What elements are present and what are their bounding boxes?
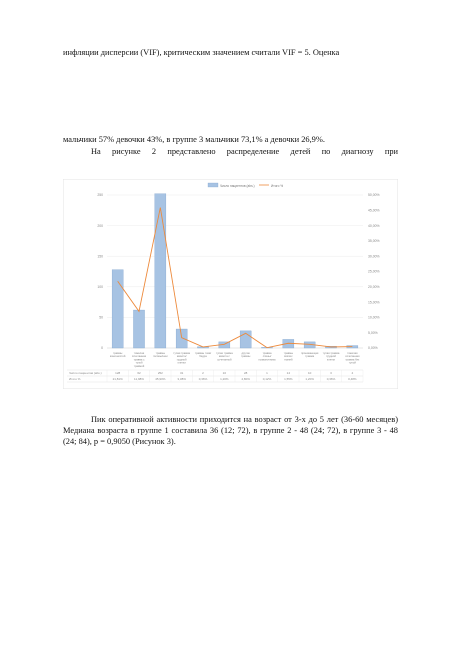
left-axis-tick: 0 (101, 346, 103, 351)
category-label: травмы головы/шеи (152, 352, 168, 359)
table-count-cell: 128 (115, 371, 121, 376)
table-count-cell: 4 (351, 371, 354, 376)
table-percent-cell: 21,81% (112, 377, 123, 382)
table-percent-cell: 0,36% (198, 377, 208, 382)
category-label: тупая травма грудной клетки (322, 352, 340, 362)
table-count-cell: 14 (286, 371, 291, 376)
table-row-label: Число пациентов (abs.) (69, 371, 102, 376)
category-label: тупая травма живота с сочетанной (215, 352, 233, 362)
table-percent-cell: 0,12% (262, 377, 272, 382)
table-percent-cell: 4,80% (241, 377, 250, 382)
table-row-label: Итого % (69, 377, 81, 382)
left-axis-tick: 250 (97, 193, 103, 198)
percent-line (118, 208, 353, 348)
legend-bar-swatch (208, 183, 218, 187)
table-percent-cell: 0,48% (348, 377, 357, 382)
text-paragraph-age (63, 414, 398, 447)
table-count-cell: 2 (202, 371, 204, 376)
right-axis-tick: 35,00% (368, 239, 380, 244)
left-axis-tick: 150 (97, 254, 103, 259)
text-line-vif: инфляции дисперсии (VIF), критическим значением считали VIF = 5. Оценка (63, 48, 340, 57)
text-line-gender: мальчики 57% девочки 43%, в группе 3 мальчики 73,1% а девочки 26,9%. (63, 135, 325, 144)
right-axis-tick: 15,00% (368, 300, 380, 305)
table-count-cell: 28 (243, 371, 248, 376)
left-axis-tick: 200 (97, 223, 103, 228)
table-count-cell: 62 (137, 371, 141, 376)
right-axis-tick: 25,00% (368, 269, 380, 274)
right-axis-tick: 10,00% (368, 315, 380, 320)
table-percent-cell: 3,38% (177, 377, 186, 382)
category-label: тупая травма живота/ грудной клетки (173, 352, 191, 365)
combo-chart (63, 179, 398, 389)
right-axis-tick: 20,00% (368, 285, 380, 289)
right-axis-tick: 40,00% (368, 223, 380, 228)
category-label: травмы мягких тканей (283, 352, 294, 362)
right-axis-tick: 45,00% (368, 208, 380, 213)
table-count-cell: 31 (179, 371, 184, 376)
text-line-figure-ref: На рисунке 2 представлено распределение детей по диагнозу при (91, 147, 398, 156)
left-axis-tick: 50 (99, 315, 103, 320)
bar (133, 310, 144, 348)
table-count-cell: 10 (307, 371, 312, 376)
category-label: травмы таза/ бедра (194, 352, 212, 359)
table-percent-cell: 0,36% (326, 377, 336, 382)
legend-bar-label: Число пациентов (abs.) (220, 184, 255, 188)
bar (176, 329, 187, 348)
table-count-cell: 3 (330, 371, 332, 376)
left-axis-tick: 100 (97, 285, 103, 289)
right-axis-tick: 50,00% (368, 193, 380, 198)
table-count-cell: 252 (157, 371, 163, 376)
bar (155, 194, 166, 348)
table-percent-cell: 11,98% (134, 377, 144, 382)
chart-figure (63, 179, 398, 389)
table-percent-cell: 1,20% (220, 377, 229, 382)
paragraph-text: Пик оперативной активности приходится на возраст от 3-х до 5 лет (36-60 месяцев) Медиана возраста в группе 1 составила 36 (12; 72), в группе 2 - 48 (24; 72), в группе 3 - 48 (24; 84), p = 0,9050 (Рисунок 3). (63, 415, 398, 446)
category-label: тяжелая сочетанная травма без тупой (345, 352, 360, 365)
right-axis-tick: 30,00% (368, 254, 380, 259)
category-label: тяжелая сочетанная травма с тупой травмой (131, 352, 147, 368)
right-axis-tick: 0,00% (368, 346, 378, 351)
table-percent-cell: 1,20% (305, 377, 314, 382)
category-label: проникающая травма (300, 352, 319, 359)
category-label: травмы конечностей (109, 352, 126, 359)
category-label: другие травмы (240, 352, 251, 359)
legend-line-label: Итого % (271, 184, 284, 188)
right-axis-tick: 5,00% (368, 330, 378, 335)
table-percent-cell: 45,90% (155, 377, 166, 382)
table-percent-cell: 1,55% (284, 377, 293, 382)
category-label: травма спины/ позвоночника (258, 352, 276, 362)
table-count-cell: 10 (222, 371, 227, 376)
table-count-cell: 1 (266, 371, 268, 376)
